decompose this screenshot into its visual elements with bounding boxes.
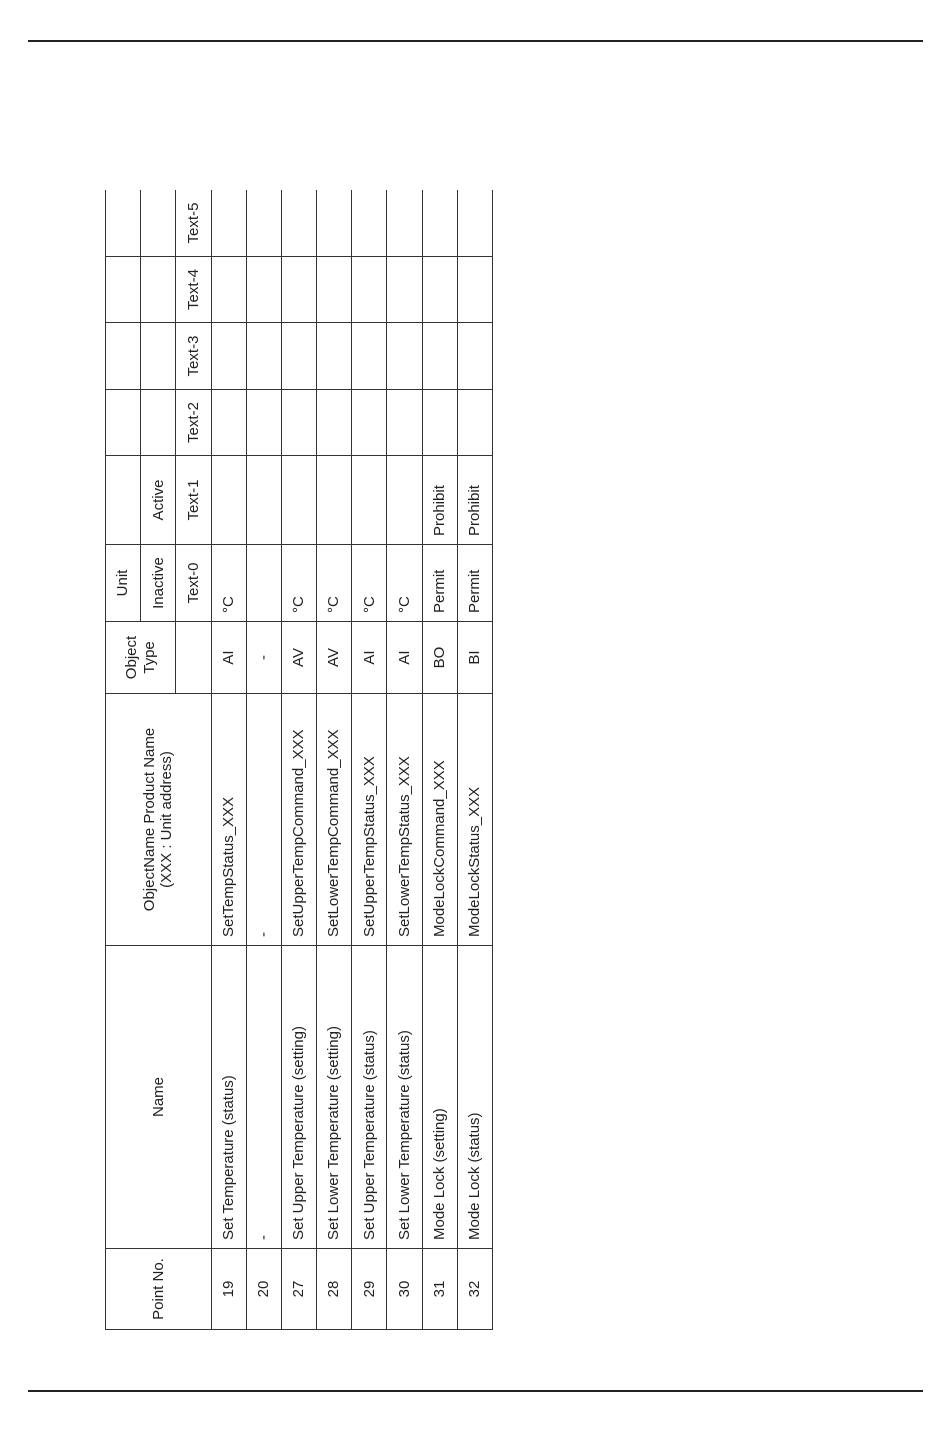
- table-row: [457, 190, 492, 1330]
- cell-text-0: °C: [281, 545, 316, 622]
- cell-text-2: [211, 390, 246, 456]
- cell-object-type: AI: [352, 622, 387, 694]
- table-row: [317, 190, 352, 1330]
- cell-text-2: [317, 390, 352, 456]
- cell-point-no: 30: [387, 1249, 422, 1330]
- cell-object-name: ModeLockStatus_XXX: [457, 694, 492, 946]
- header-active: Active: [141, 456, 176, 545]
- table-row: [352, 190, 387, 1330]
- cell-text-4: [281, 257, 316, 323]
- cell-name: Set Lower Temperature (status): [387, 946, 422, 1249]
- cell-text-2: [246, 390, 281, 456]
- cell-text-0: °C: [317, 545, 352, 622]
- cell-text-4: [422, 257, 457, 323]
- cell-object-name: SetLowerTempStatus_XXX: [387, 694, 422, 946]
- header-blank-1: [106, 456, 141, 545]
- cell-object-name: ModeLockCommand_XXX: [422, 694, 457, 946]
- header-row-1: [106, 190, 141, 1330]
- cell-text-1: [317, 456, 352, 545]
- top-rule: [28, 40, 923, 42]
- cell-name: Set Upper Temperature (setting): [281, 946, 316, 1249]
- cell-text-5: [422, 190, 457, 257]
- cell-text-1: [211, 456, 246, 545]
- cell-text-4: [457, 257, 492, 323]
- cell-text-0: Permit: [457, 545, 492, 622]
- header-inactive: Inactive: [141, 545, 176, 622]
- cell-point-no: 19: [211, 1249, 246, 1330]
- header-text-5: Text-5: [176, 190, 211, 257]
- cell-text-5: [246, 190, 281, 257]
- table-row: [281, 190, 316, 1330]
- table-frame: [105, 190, 493, 1330]
- cell-text-4: [317, 257, 352, 323]
- cell-object-type: AV: [281, 622, 316, 694]
- bottom-rule: [28, 1390, 923, 1392]
- cell-text-3: [281, 323, 316, 390]
- header-blank-9: [141, 190, 176, 257]
- cell-name: Mode Lock (setting): [422, 946, 457, 1249]
- table-row: [387, 190, 422, 1330]
- cell-text-5: [457, 190, 492, 257]
- header-text-1: Text-1: [176, 456, 211, 545]
- cell-text-1: [246, 456, 281, 545]
- cell-text-5: [281, 190, 316, 257]
- cell-text-0: °C: [387, 545, 422, 622]
- header-blank-3: [106, 323, 141, 390]
- cell-point-no: 31: [422, 1249, 457, 1330]
- cell-text-5: [387, 190, 422, 257]
- cell-point-no: 28: [317, 1249, 352, 1330]
- cell-name: Mode Lock (status): [457, 946, 492, 1249]
- table-row: [246, 190, 281, 1330]
- cell-object-name: SetLowerTempCommand_XXX: [317, 694, 352, 946]
- table-row: [422, 190, 457, 1330]
- cell-name: Set Upper Temperature (status): [352, 946, 387, 1249]
- table-rotated-container: [105, 190, 493, 1330]
- cell-text-2: [422, 390, 457, 456]
- cell-text-2: [281, 390, 316, 456]
- cell-object-name: -: [246, 694, 281, 946]
- cell-text-5: [352, 190, 387, 257]
- cell-text-0: °C: [352, 545, 387, 622]
- cell-object-type: AI: [387, 622, 422, 694]
- cell-text-2: [352, 390, 387, 456]
- cell-point-no: 27: [281, 1249, 316, 1330]
- bacnet-points-table: [105, 190, 493, 1330]
- cell-text-3: [211, 323, 246, 390]
- cell-text-4: [387, 257, 422, 323]
- cell-text-4: [352, 257, 387, 323]
- cell-name: Set Lower Temperature (setting): [317, 946, 352, 1249]
- cell-text-1: [281, 456, 316, 545]
- header-object-name: [106, 694, 212, 946]
- cell-object-type: AI: [211, 622, 246, 694]
- cell-text-0: [246, 545, 281, 622]
- cell-text-0: °C: [211, 545, 246, 622]
- cell-text-1: [352, 456, 387, 545]
- header-blank-8: [141, 257, 176, 323]
- header-text-3: Text-3: [176, 323, 211, 390]
- cell-object-name: SetUpperTempCommand_XXX: [281, 694, 316, 946]
- header-object-name-line1: ObjectName Product Name: [141, 727, 158, 912]
- cell-name: -: [246, 946, 281, 1249]
- header-blank-7: [141, 323, 176, 390]
- cell-text-1: Prohibit: [422, 456, 457, 545]
- cell-text-3: [352, 323, 387, 390]
- header-unit: Unit: [106, 545, 141, 622]
- cell-text-5: [317, 190, 352, 257]
- header-point-no: Point No.: [106, 1249, 212, 1330]
- header-object-type: Object Type: [106, 622, 176, 694]
- cell-text-3: [246, 323, 281, 390]
- cell-text-2: [387, 390, 422, 456]
- cell-point-no: 32: [457, 1249, 492, 1330]
- cell-text-2: [457, 390, 492, 456]
- header-blank-2: [106, 390, 141, 456]
- cell-object-name: SetTempStatus_XXX: [211, 694, 246, 946]
- cell-text-0: Permit: [422, 545, 457, 622]
- cell-text-3: [422, 323, 457, 390]
- cell-object-type: -: [246, 622, 281, 694]
- header-blank-5: [106, 190, 141, 257]
- header-object-type-blank: [176, 622, 211, 694]
- header-text-4: Text-4: [176, 257, 211, 323]
- cell-text-3: [387, 323, 422, 390]
- header-object-name-line2: (XXX : Unit address): [158, 751, 176, 888]
- header-blank-6: [141, 390, 176, 456]
- cell-text-4: [211, 257, 246, 323]
- cell-object-type: AV: [317, 622, 352, 694]
- table-row: [211, 190, 246, 1330]
- cell-object-type: BI: [457, 622, 492, 694]
- cell-point-no: 20: [246, 1249, 281, 1330]
- cell-text-1: Prohibit: [457, 456, 492, 545]
- header-name: Name: [106, 946, 212, 1249]
- header-blank-4: [106, 257, 141, 323]
- cell-object-name: SetUpperTempStatus_XXX: [352, 694, 387, 946]
- cell-text-1: [387, 456, 422, 545]
- cell-point-no: 29: [352, 1249, 387, 1330]
- cell-text-3: [457, 323, 492, 390]
- cell-text-5: [211, 190, 246, 257]
- header-text-0: Text-0: [176, 545, 211, 622]
- cell-object-type: BO: [422, 622, 457, 694]
- header-text-2: Text-2: [176, 390, 211, 456]
- cell-text-3: [317, 323, 352, 390]
- cell-name: Set Temperature (status): [211, 946, 246, 1249]
- cell-text-4: [246, 257, 281, 323]
